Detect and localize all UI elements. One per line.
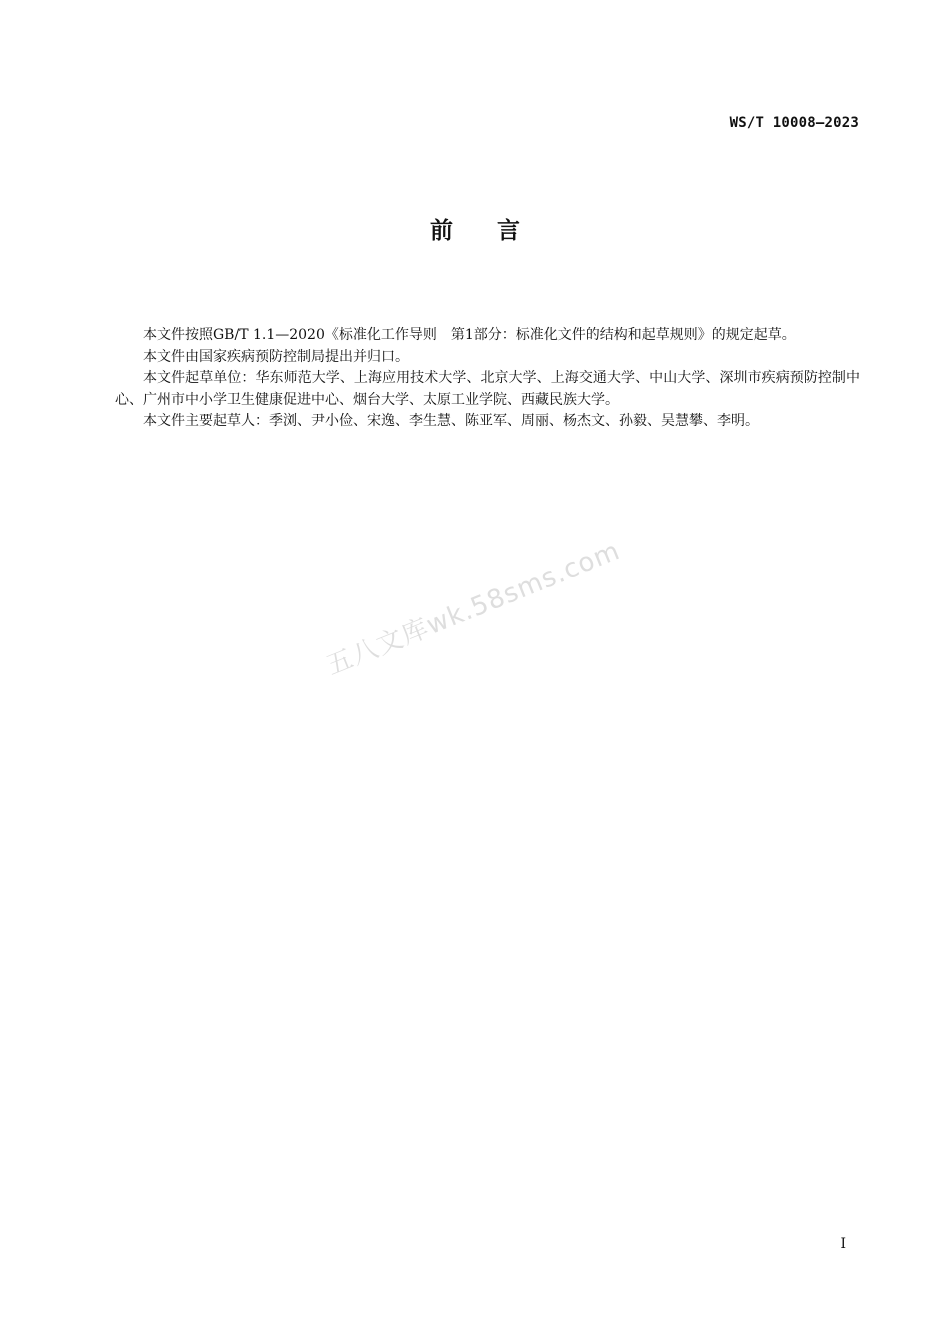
page-number: I	[840, 1236, 846, 1252]
paragraph-drafting-rules: 本文件按照GB/T 1.1—2020《标准化工作导则 第1部分：标准化文件的结构和起草规则》的规定起草。	[143, 327, 796, 343]
standard-number: WS/T 10008—2023	[729, 115, 859, 131]
paragraph-drafting-units: 本文件起草单位：华东师范大学、上海应用技术大学、北京大学、上海交通大学、中山大学、深圳市疾病预防控制中心、广州市中小学卫生健康促进中心、烟台大学、太原工业学院、西藏民族大学。	[115, 370, 860, 408]
page-title: 前 言	[429, 218, 538, 244]
paragraph-proposer: 本文件由国家疾病预防控制局提出并归口。	[143, 348, 409, 365]
foreword-body	[115, 325, 860, 433]
watermark: 五八文库wk.58sms.com	[322, 535, 625, 682]
paragraph-drafters: 本文件主要起草人：季浏、尹小俭、宋逸、李生慧、陈亚军、周丽、杨杰文、孙毅、吴慧攀、李明。	[143, 413, 759, 429]
